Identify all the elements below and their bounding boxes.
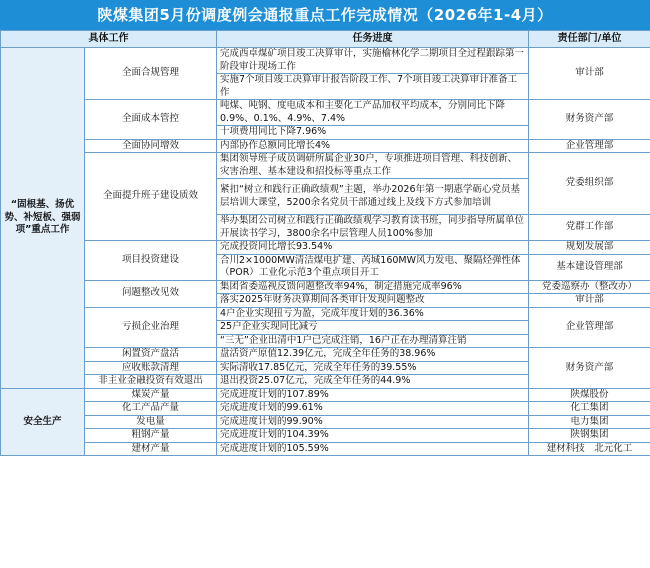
task-cell: 25户企业实现同比减亏 bbox=[217, 321, 529, 335]
dept-cell: 陕煤股份 bbox=[529, 388, 650, 402]
work-cell: 粗钢产量 bbox=[85, 429, 217, 443]
dept-cell: 电力集团 bbox=[529, 415, 650, 429]
task-cell: 十项费用同比下降7.96% bbox=[217, 126, 529, 140]
table-row bbox=[1, 402, 650, 416]
table-row bbox=[1, 442, 650, 456]
work-cell: 问题整改见效 bbox=[85, 280, 217, 307]
table-row bbox=[1, 388, 650, 402]
task-cell: 完成进度计划的99.90% bbox=[217, 415, 529, 429]
dept-cell: 党委巡察办（整改办） bbox=[529, 280, 650, 294]
task-cell: 完成投资同比增长93.54% bbox=[217, 241, 529, 255]
page-title: 陕煤集团5月份调度例会通报重点工作完成情况（2026年1-4月） bbox=[0, 0, 650, 30]
work-cell: 全面提升班子建设质效 bbox=[85, 153, 217, 241]
dept-cell: 规划发展部 bbox=[529, 241, 650, 255]
task-cell: 集团省委巡视反馈问题整改率94%，制定措施完成率96% bbox=[217, 280, 529, 294]
task-cell: 集团领导班子成员调研所属企业30户，专项推进项目管理、科技创新、灾害治理、基本建设和招投标等重点工作 bbox=[217, 153, 529, 179]
task-cell: 完成进度计划的107.89% bbox=[217, 388, 529, 402]
table-row bbox=[1, 348, 650, 362]
dept-cell: 党委组织部 bbox=[529, 153, 650, 215]
dept-cell: 审计部 bbox=[529, 294, 650, 308]
task-cell: “三无”企业出清中1户已完成注销，16户正在办理清算注销 bbox=[217, 334, 529, 348]
work-cell: 建材产量 bbox=[85, 442, 217, 456]
dept-cell: 审计部 bbox=[529, 48, 650, 100]
task-cell: 紧扣“树立和践行正确政绩观”主题，举办2026年第一期惠学砺心党员基层培训大课堂，5200余名党员干部通过线上及线下方式参加培训 bbox=[217, 179, 529, 215]
table-row bbox=[1, 139, 650, 153]
header-progress: 任务进度 bbox=[217, 31, 529, 48]
work-cell: 全面合规管理 bbox=[85, 48, 217, 100]
dept-cell: 企业管理部 bbox=[529, 307, 650, 348]
category-cell: “固根基、扬优势、补短板、强弱项”重点工作 bbox=[1, 48, 85, 389]
task-cell: 完成进度计划的99.61% bbox=[217, 402, 529, 416]
dept-cell: 基本建设管理部 bbox=[529, 254, 650, 280]
table-row bbox=[1, 241, 650, 255]
dept-cell: 陕钢集团 bbox=[529, 429, 650, 443]
dept-cell: 财务资产部 bbox=[529, 348, 650, 389]
dept-cell: 企业管理部 bbox=[529, 139, 650, 153]
task-cell: 落实2025年财务决算期间各类审计发现问题整改 bbox=[217, 294, 529, 308]
task-cell: 吨煤、吨钢、度电成本和主要化工产品加权平均成本，分别同比下降0.9%、0.1%、4.9%、7.4% bbox=[217, 100, 529, 126]
table-row bbox=[1, 153, 650, 179]
table-row bbox=[1, 415, 650, 429]
task-cell: 完成进度计划的104.39% bbox=[217, 429, 529, 443]
header-work: 具体工作 bbox=[1, 31, 217, 48]
work-cell: 全面协同增效 bbox=[85, 139, 217, 153]
work-cell: 煤炭产量 bbox=[85, 388, 217, 402]
dept-cell: 财务资产部 bbox=[529, 100, 650, 140]
task-cell: 完成进度计划的105.59% bbox=[217, 442, 529, 456]
work-cell: 闲置资产盘活 bbox=[85, 348, 217, 362]
task-cell: 举办集团公司树立和践行正确政绩观学习教育读书班，同步指导所属单位开展读书学习，3800余名中层管理人员100%参加 bbox=[217, 215, 529, 241]
table-row bbox=[1, 307, 650, 321]
header-dept: 责任部门/单位 bbox=[529, 31, 650, 48]
task-cell: 内部协作总额同比增长4% bbox=[217, 139, 529, 153]
dept-cell: 化工集团 bbox=[529, 402, 650, 416]
task-cell: 4户企业实现扭亏为盈，完成年度计划的36.36% bbox=[217, 307, 529, 321]
work-cell: 发电量 bbox=[85, 415, 217, 429]
table-row bbox=[1, 429, 650, 443]
table-header-row bbox=[1, 31, 650, 48]
work-cell: 全面成本管控 bbox=[85, 100, 217, 140]
category-cell: 安全生产 bbox=[1, 388, 85, 456]
table-row bbox=[1, 48, 650, 74]
work-cell: 项目投资建设 bbox=[85, 241, 217, 281]
work-cell: 应收账款清理 bbox=[85, 361, 217, 375]
work-cell: 化工产品产量 bbox=[85, 402, 217, 416]
table-row bbox=[1, 280, 650, 294]
task-cell: 盘活资产原值12.39亿元，完成全年任务的38.96% bbox=[217, 348, 529, 362]
work-cell: 非主业金融投资有效退出 bbox=[85, 375, 217, 389]
task-cell: 实际清收17.85亿元，完成全年任务的39.55% bbox=[217, 361, 529, 375]
task-cell: 实施7个项目竣工决算审计报告阶段工作、7个项目竣工决算审计准备工作 bbox=[217, 74, 529, 100]
task-cell: 退出投资25.07亿元，完成全年任务的44.9% bbox=[217, 375, 529, 389]
work-cell: 亏损企业治理 bbox=[85, 307, 217, 348]
dept-cell: 建材科技 北元化工 bbox=[529, 442, 650, 456]
table-row bbox=[1, 100, 650, 126]
task-cell: 完成西卓煤矿项目竣工决算审计，实施榆林化学二期项目全过程跟踪第一阶段审计现场工作 bbox=[217, 48, 529, 74]
progress-table bbox=[0, 30, 650, 456]
dept-cell: 党群工作部 bbox=[529, 215, 650, 241]
task-cell: 合川2×1000MW清洁煤电扩建、芮城160MW风力发电、聚隔烃弹性体（POR）工业化示范3个重点项目开工 bbox=[217, 254, 529, 280]
